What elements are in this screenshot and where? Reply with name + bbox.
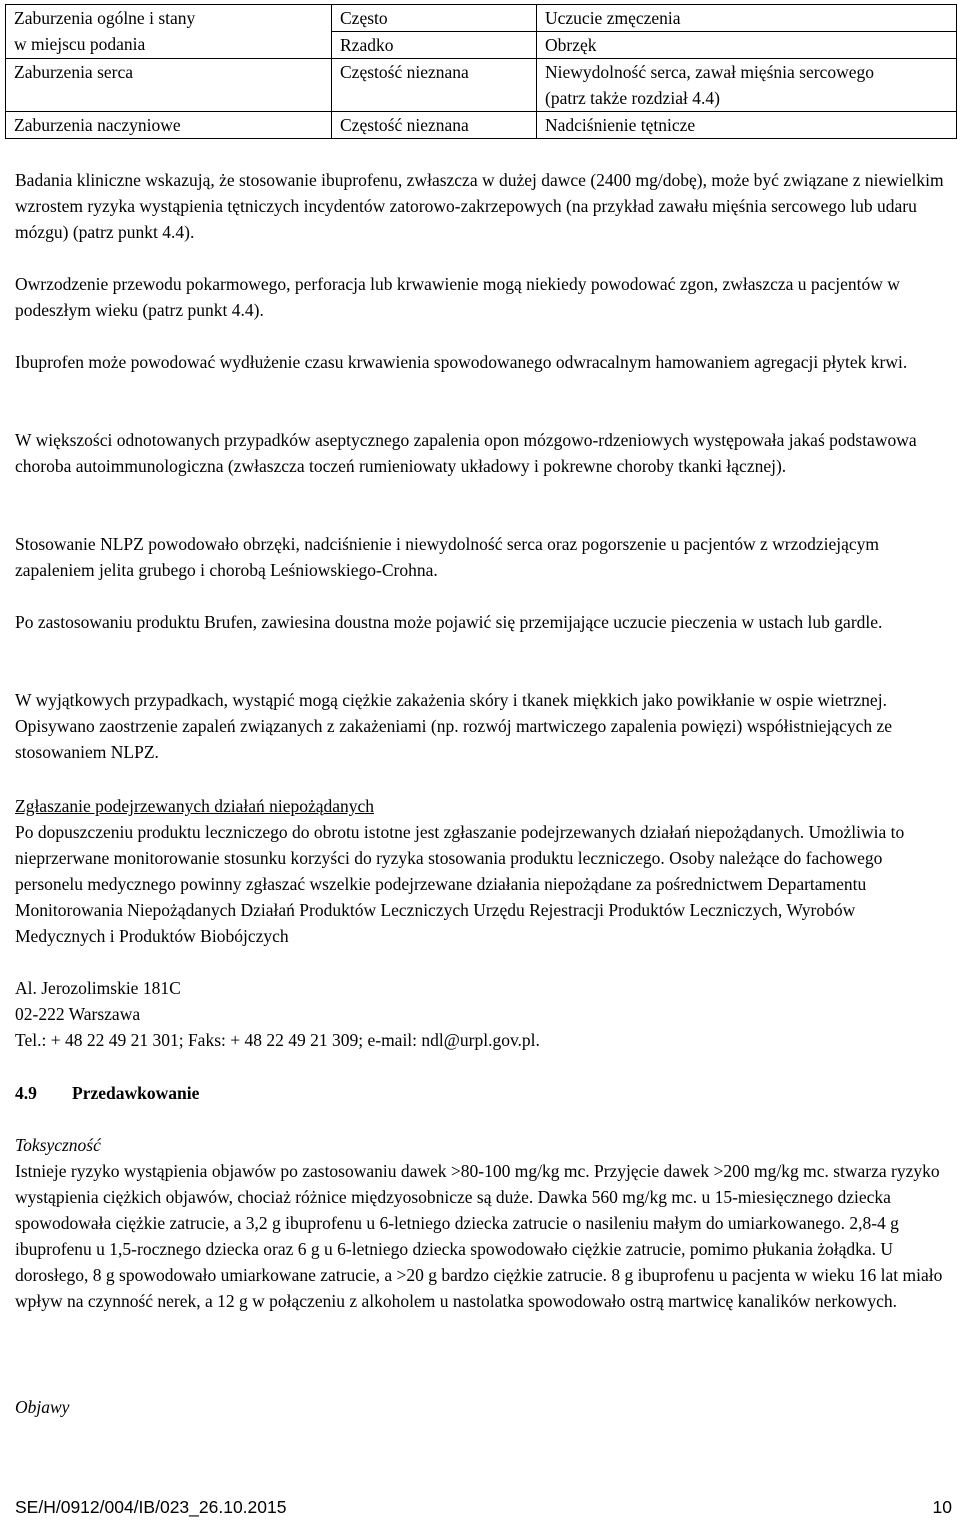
table-cell-frequency: Rzadko <box>332 32 537 59</box>
table-cell-effect: Obrzęk <box>537 32 957 59</box>
table-cell-frequency: Częstość nieznana <box>332 112 537 139</box>
paragraph: Badania kliniczne wskazują, że stosowanie ibuprofenu, zwłaszcza w dużej dawce (2400 mg/dobę), może być związane z niewielkim wzrostem ryzyka wystąpienia tętniczych incydentów zatorowo-zakrzepowych (na przykład zawału mięśnia sercowego lub udaru mózgu) (patrz punkt 4.4). <box>15 170 944 242</box>
reporting-heading: Zgłaszanie podejrzewanych działań niepożądanych <box>15 796 375 816</box>
table-cell-organ-class: Zaburzenia serca <box>6 59 332 112</box>
paragraph: W większości odnotowanych przypadków aseptycznego zapalenia opon mózgowo-rdzeniowych występowała jakaś podstawowa choroba autoimmunologiczna (zwłaszcza toczeń rumieniowaty układowy i pokrewne choroby tkanki łącznej). <box>15 430 917 476</box>
toxicity-body: Istnieje ryzyko wystąpienia objawów po zastosowaniu dawek >80-100 mg/kg mc. Przyjęcie dawek >200 mg/kg mc. stwarza ryzyko wystąpienia ciężkich objawów, chociaż różnice międzyosobnicze są duże. Dawka 560 mg/kg mc. u 15-miesięcznego dziecka spowodowała ciężkie zatrucie, a 3,2 g ibuprofenu u 6-letniego dziecka zatrucie o nasileniu małym do umiarkowanego. 2,8-4 g ibuprofenu u 1,5-rocznego dziecka oraz 6 g u 6-letniego dziecka spowodowało ciężkie zatrucie, pomimo płukania żołądka. U dorosłego, 8 g spowodowało umiarkowane zatrucie, a >20 g bardzo ciężkie zatrucie. 8 g ibuprofenu u pacjenta w wieku 16 lat miało wpływ na czynność nerek, a 12 g w połączeniu z alkoholem u nastolatka spowodowało ostrą martwicę kanalików nerkowych. <box>15 1161 943 1311</box>
document-code: SE/H/0912/004/IB/023_26.10.2015 <box>15 1497 287 1517</box>
table-cell-organ-class <box>6 5 332 59</box>
table-cell-effect: Uczucie zmęczenia <box>537 5 957 32</box>
address-street: Al. Jerozolimskie 181C <box>15 978 181 998</box>
table-cell-text: w miejscu podania <box>14 34 146 54</box>
table-cell-frequency: Często <box>332 5 537 32</box>
table-cell-text: Zaburzenia ogólne i stany <box>14 8 196 28</box>
table-row <box>6 5 957 32</box>
section-title: Przedawkowanie <box>72 1083 200 1103</box>
paragraph: Stosowanie NLPZ powodowało obrzęki, nadciśnienie i niewydolność serca oraz pogorszenie u pacjentów z wrzodziejącym zapaleniem jelita grubego i chorobą Leśniowskiego-Crohna. <box>15 534 880 580</box>
contact-line: Tel.: + 48 22 49 21 301; Faks: + 48 22 49 21 309; e-mail: ndl@urpl.gov.pl. <box>15 1030 540 1050</box>
table-cell-effect: Nadciśnienie tętnicze <box>537 112 957 139</box>
adverse-effects-table <box>5 4 957 139</box>
toxicity-heading: Toksyczność <box>15 1135 101 1155</box>
paragraph: Ibuprofen może powodować wydłużenie czasu krwawienia spowodowanego odwracalnym hamowaniem agregacji płytek krwi. <box>15 352 908 372</box>
table-row <box>6 112 957 139</box>
table-cell-organ-class: Zaburzenia naczyniowe <box>6 112 332 139</box>
paragraph: Po zastosowaniu produktu Brufen, zawiesina doustna może pojawić się przemijające uczucie pieczenia w ustach lub gardle. <box>15 612 883 632</box>
section-number: 4.9 <box>15 1083 37 1103</box>
table-cell-effect: Niewydolność serca, zawał mięśnia sercowego (patrz także rozdział 4.4) <box>537 59 957 112</box>
paragraph: W wyjątkowych przypadkach, wystąpić mogą ciężkie zakażenia skóry i tkanek miękkich jako powikłanie w ospie wietrznej. Opisywano zaostrzenie zapaleń związanych z zakażeniami (np. rozwój martwiczego zapalenia powięzi) współistniejących ze stosowaniem NLPZ. <box>15 690 893 762</box>
paragraph: Owrzodzenie przewodu pokarmowego, perforacja lub krwawienie mogą niekiedy powodować zgon, zwłaszcza u pacjentów w podeszłym wieku (patrz punkt 4.4). <box>15 274 900 320</box>
page-number: 10 <box>932 1497 952 1517</box>
reporting-body: Po dopuszczeniu produktu leczniczego do obrotu istotne jest zgłaszanie podejrzewanych działań niepożądanych. Umożliwia to nieprzerwane monitorowanie stosunku korzyści do ryzyka stosowania produktu leczniczego. Osoby należące do fachowego personelu medycznego powinny zgłaszać wszelkie podejrzewane działania niepożądane za pośrednictwem Departamentu Monitorowania Niepożądanych Działań Produktów Leczniczych Urzędu Rejestracji Produktów Leczniczych, Wyrobów Medycznych i Produktów Biobójczych <box>15 822 905 946</box>
section-heading <box>15 1080 945 1106</box>
symptoms-heading: Objawy <box>15 1397 70 1417</box>
address-city: 02-222 Warszawa <box>15 1004 141 1024</box>
table-row <box>6 59 957 112</box>
table-cell-frequency: Częstość nieznana <box>332 59 537 112</box>
